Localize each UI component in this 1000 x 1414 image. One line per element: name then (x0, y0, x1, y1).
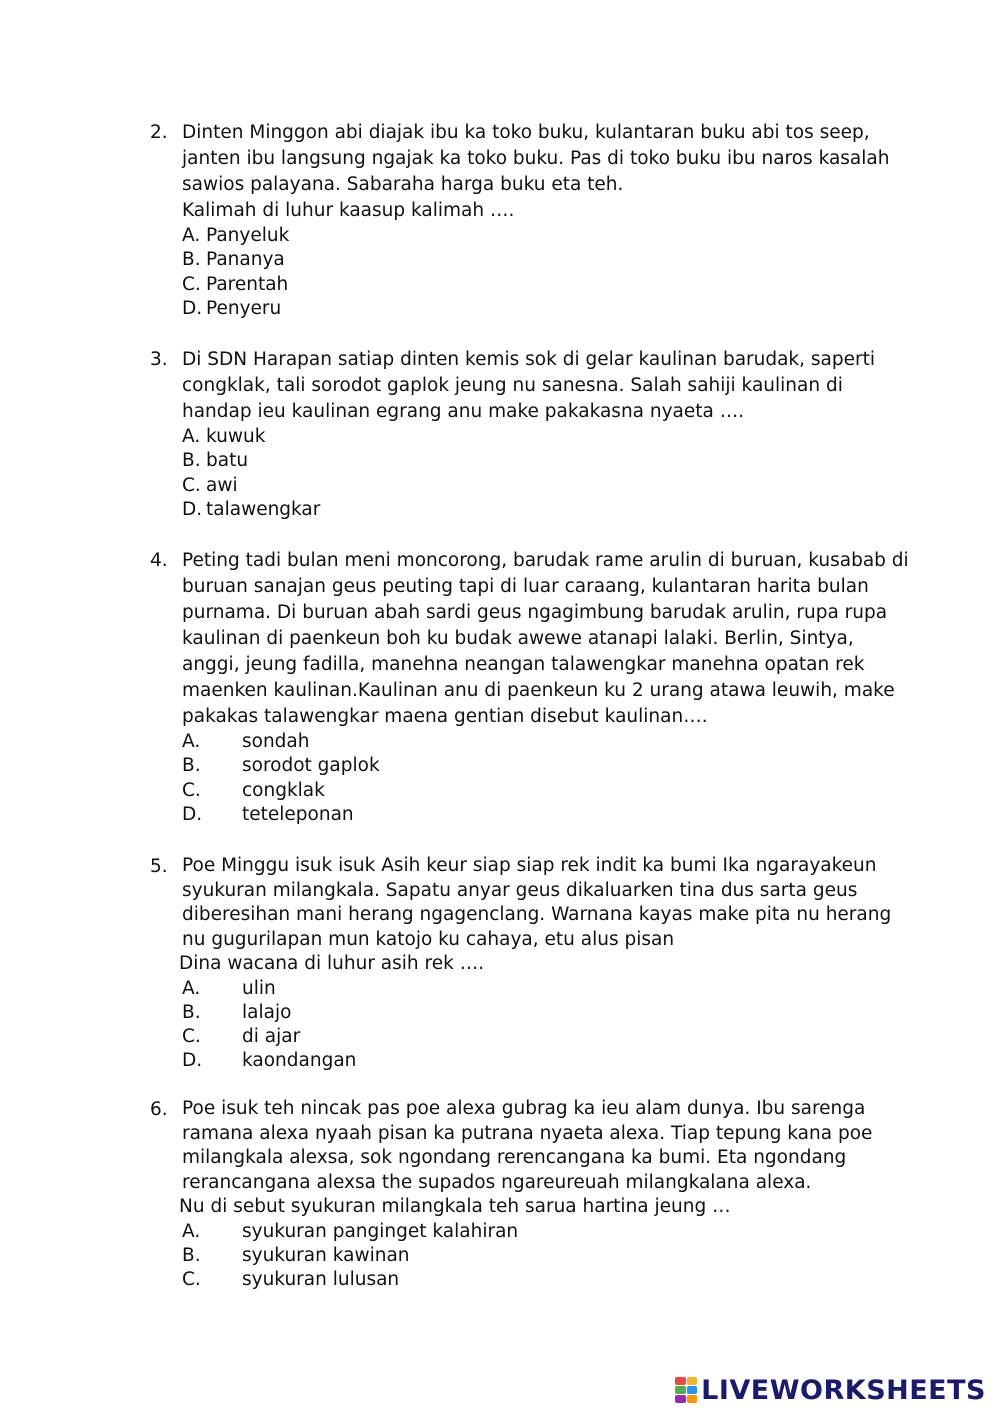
option-text: kaondangan (242, 1050, 357, 1072)
question-text-line: sawios palayana. Sabaraha harga buku eta teh. (182, 174, 624, 195)
answer-option-c[interactable] (182, 1025, 902, 1049)
answer-option-a[interactable] (182, 977, 902, 1001)
option-letter: A. (182, 977, 201, 999)
option-letter: B. (182, 755, 201, 777)
question-text-line: janten ibu langsung ngajak ka toko buku. Pas di toko buku ibu naros kasalah (182, 148, 890, 169)
option-text: teteleponan (242, 803, 354, 825)
option-text: sondah (242, 731, 310, 752)
option-letter: A. (182, 225, 201, 246)
option-letter: C. (182, 779, 201, 801)
option-letter: B. (182, 249, 201, 271)
logo-block (675, 1377, 686, 1385)
question-text-line: Dinten Minggon abi diajak ibu ka toko buku, kulantaran buku abi tos seep, (182, 122, 870, 143)
option-text: Penyeru (206, 297, 282, 319)
option-letter: C. (182, 1269, 201, 1291)
question-number: 6. (150, 1099, 168, 1120)
liveworksheets-logo[interactable] (675, 1372, 986, 1408)
option-text: Panyeluk (206, 225, 290, 246)
option-text: talawengkar (206, 498, 321, 520)
option-letter: B. (182, 1244, 201, 1266)
answer-option-a[interactable] (182, 224, 902, 248)
option-text: awi (206, 474, 238, 496)
question-prompt: Dina wacana di luhur asih rek …. (179, 953, 485, 974)
question-text-line: congklak, tali sorodot gaplok jeung nu sanesna. Salah sahiji kaulinan di (182, 375, 843, 396)
answer-option-a[interactable] (182, 1220, 902, 1244)
answer-option-b[interactable] (182, 248, 902, 272)
option-letter: C. (182, 1026, 201, 1048)
question-text-line: Poe isuk teh nincak pas poe alexa gubrag ka ieu alam dunya. Ibu sarenga (182, 1098, 866, 1119)
question-prompt: Nu di sebut syukuran milangkala teh sarua hartina jeung … (179, 1196, 731, 1217)
question-3 (150, 347, 930, 522)
option-text: syukuran lulusan (242, 1269, 400, 1291)
answer-option-c[interactable] (182, 273, 902, 297)
question-text-line: anggi, jeung fadilla, manehna neangan talawengkar manehna opatan rek (182, 654, 865, 675)
question-text-line: maenken kaulinan.Kaulinan anu di paenkeun ku 2 urang atawa leuwih, make (182, 680, 895, 701)
option-letter: C. (182, 474, 201, 496)
question-text-line: diberesihan mani herang ngagenclang. Warnana kayas make pita nu herang (182, 904, 892, 925)
question-text-line: nu gugurilapan mun katojo ku cahaya, etu alus pisan (182, 928, 675, 950)
answer-option-b[interactable] (182, 754, 902, 778)
question-prompt: Kalimah di luhur kaasup kalimah …. (182, 200, 515, 221)
answer-option-c[interactable] (182, 474, 902, 498)
logo-block (675, 1395, 686, 1403)
answer-option-a[interactable] (182, 425, 902, 449)
question-number: 2. (150, 122, 168, 143)
logo-block (687, 1377, 698, 1385)
option-letter: D. (182, 297, 203, 319)
logo-text: LIVEWORKSHEETS (701, 1374, 986, 1406)
option-text: Pananya (206, 249, 285, 271)
question-number: 5. (150, 856, 168, 877)
question-text-line: handap ieu kaulinan egrang anu make pakakasna nyaeta …. (182, 401, 745, 422)
answer-option-d[interactable] (182, 297, 902, 321)
answer-option-b[interactable] (182, 1001, 902, 1025)
question-text-line: rerancangana alexsa the supados ngareureuah milangkalana alexa. (182, 1171, 812, 1193)
question-2 (150, 120, 930, 321)
option-text: syukuran kawinan (242, 1244, 410, 1266)
option-letter: D. (182, 498, 203, 520)
question-text-line: buruan sanajan geus peuting tapi di luar caraang, kulantaran harita bulan (182, 576, 869, 597)
question-text-line: syukuran milangkala. Sapatu anyar geus dikaluarken tina dus sarta geus (182, 879, 858, 901)
option-letter: A. (182, 731, 201, 752)
option-text: di ajar (242, 1026, 301, 1048)
question-text-line: kaulinan di paenkeun boh ku budak awewe atanapi lalaki. Berlin, Sintya, (182, 628, 854, 649)
question-text-line: Peting tadi bulan meni moncorong, barudak rame arulin di buruan, kusabab di (182, 550, 909, 571)
option-letter: B. (182, 1001, 201, 1023)
option-text: batu (206, 450, 249, 472)
answer-option-c[interactable] (182, 1268, 902, 1292)
option-letter: A. (182, 426, 201, 447)
question-text-line: ramana alexa nyaah pisan ka putrana nyaeta alexa. Tiap tepung kana poe (182, 1122, 873, 1144)
logo-block (675, 1386, 686, 1394)
answer-option-d[interactable] (182, 1049, 902, 1073)
option-letter: D. (182, 803, 203, 825)
question-6 (150, 1097, 930, 1292)
answer-option-d[interactable] (182, 803, 902, 827)
answer-option-b[interactable] (182, 449, 902, 473)
option-letter: B. (182, 450, 201, 472)
option-letter: A. (182, 1220, 201, 1242)
question-text-line: Poe Minggu isuk isuk Asih keur siap siap rek indit ka bumi Ika ngarayakeun (182, 855, 877, 876)
option-text: congklak (242, 779, 325, 801)
option-text: Parentah (206, 273, 289, 295)
question-text-line: milangkala alexsa, sok ngondang rerencangana ka bumi. Eta ngondang (182, 1147, 847, 1168)
question-number: 4. (150, 550, 168, 571)
answer-option-a[interactable] (182, 730, 902, 754)
option-text: sorodot gaplok (242, 755, 380, 777)
question-text-line: purnama. Di buruan abah sardi geus ngagimbung barudak arulin, rupa rupa (182, 602, 888, 623)
option-letter: D. (182, 1050, 203, 1072)
question-number: 3. (150, 349, 168, 370)
answer-option-d[interactable] (182, 498, 902, 522)
logo-block (687, 1386, 698, 1394)
option-text: lalajo (242, 1001, 292, 1023)
question-text-line: Di SDN Harapan satiap dinten kemis sok di gelar kaulinan barudak, saperti (182, 349, 876, 370)
answer-option-b[interactable] (182, 1244, 902, 1268)
logo-block (687, 1395, 698, 1403)
question-text-line: pakakas talawengkar maena gentian disebut kaulinan…. (182, 706, 708, 727)
question-4 (150, 548, 930, 827)
option-text: syukuran panginget kalahiran (242, 1220, 519, 1242)
answer-option-c[interactable] (182, 779, 902, 803)
option-letter: C. (182, 273, 201, 295)
option-text: kuwuk (206, 426, 266, 447)
question-5 (150, 854, 930, 1074)
option-text: ulin (242, 977, 276, 999)
logo-mark-icon (675, 1377, 697, 1403)
